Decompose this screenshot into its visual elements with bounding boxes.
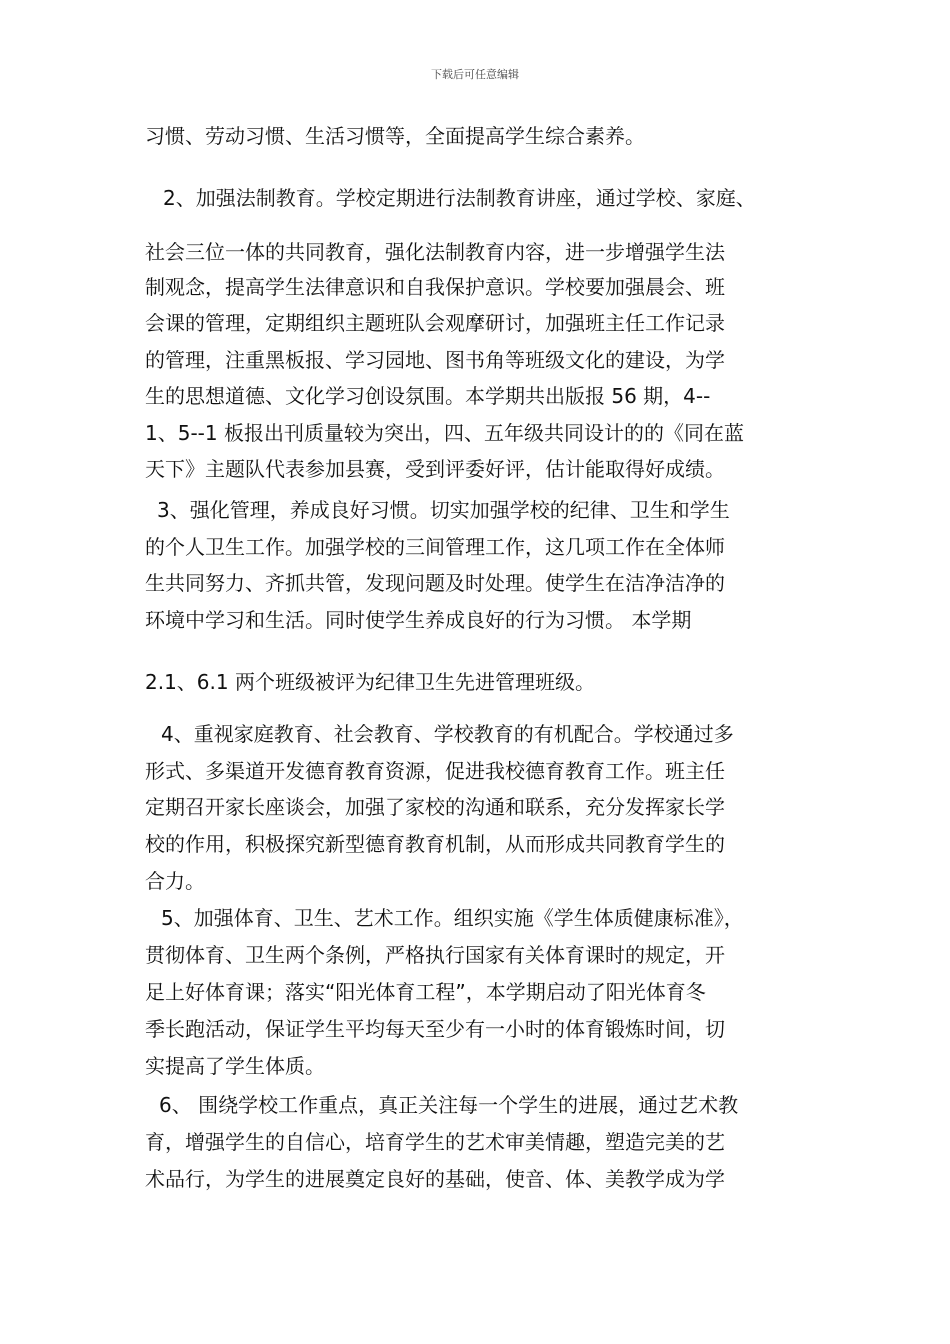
text-line: 合力。 bbox=[145, 869, 205, 893]
text-line: 6、 围绕学校工作重点，真正关注每一个学生的进展，通过艺术教 bbox=[159, 1093, 739, 1117]
text-line: 贯彻体育、卫生两个条例，严格执行国家有关体育课时的规定，开 bbox=[145, 943, 725, 967]
text-line: 会课的管理，定期组织主题班队会观摩研讨，加强班主任工作记录 bbox=[145, 311, 725, 335]
text-line: 生共同努力、齐抓共管，发现问题及时处理。使学生在洁净洁净的 bbox=[145, 571, 725, 595]
page-header: 下载后可任意编辑 bbox=[431, 68, 519, 81]
text-line: 3、强化管理，养成良好习惯。切实加强学校的纪律、卫生和学生 bbox=[157, 498, 730, 522]
text-line: 足上好体育课；落实“阳光体育工程”，本学期启动了阳光体育冬 bbox=[145, 980, 706, 1004]
text-line: 5、加强体育、卫生、艺术工作。组织实施《学生体质健康标准》， bbox=[161, 906, 744, 930]
text-line: 2.1、6.1 两个班级被评为纪律卫生先进管理班级。 bbox=[145, 670, 595, 694]
text-line: 4、重视家庭教育、社会教育、学校教育的有机配合。学校通过多 bbox=[161, 722, 734, 746]
text-line: 的个人卫生工作。加强学校的三间管理工作，这几项工作在全体师 bbox=[145, 535, 725, 559]
text-line: 育，增强学生的自信心，培育学生的艺术审美情趣，塑造完美的艺 bbox=[145, 1130, 725, 1154]
text-line: 生的思想道德、文化学习创设氛围。本学期共出版报 56 期，4-- bbox=[145, 384, 711, 408]
text-line: 形式、多渠道开发德育教育资源，促进我校德育教育工作。班主任 bbox=[145, 759, 725, 783]
text-line: 社会三位一体的共同教育，强化法制教育内容，进一步增强学生法 bbox=[145, 240, 725, 264]
text-line: 校的作用，积极探究新型德育教育机制，从而形成共同教育学生的 bbox=[145, 832, 725, 856]
text-line: 1、5--1 板报出刊质量较为突出，四、五年级共同设计的的《同在蓝 bbox=[145, 421, 744, 445]
text-line: 习惯、劳动习惯、生活习惯等，全面提高学生综合素养。 bbox=[145, 124, 645, 148]
text-line: 术品行，为学生的进展奠定良好的基础，使音、体、美教学成为学 bbox=[145, 1167, 725, 1191]
text-line: 制观念，提高学生法律意识和自我保护意识。学校要加强晨会、班 bbox=[145, 275, 725, 299]
text-line: 季长跑活动，保证学生平均每天至少有一小时的体育锻炼时间，切 bbox=[145, 1017, 725, 1041]
text-line: 2、加强法制教育。学校定期进行法制教育讲座，通过学校、家庭、 bbox=[163, 186, 756, 210]
text-line: 的管理，注重黑板报、学习园地、图书角等班级文化的建设，为学 bbox=[145, 348, 725, 372]
text-line: 天下》主题队代表参加县赛，受到评委好评，估计能取得好成绩。 bbox=[145, 457, 725, 481]
text-line: 实提高了学生体质。 bbox=[145, 1054, 325, 1078]
text-line: 环境中学习和生活。同时使学生养成良好的行为习惯。 本学期 bbox=[145, 608, 692, 632]
text-line: 定期召开家长座谈会，加强了家校的沟通和联系，充分发挥家长学 bbox=[145, 795, 725, 819]
